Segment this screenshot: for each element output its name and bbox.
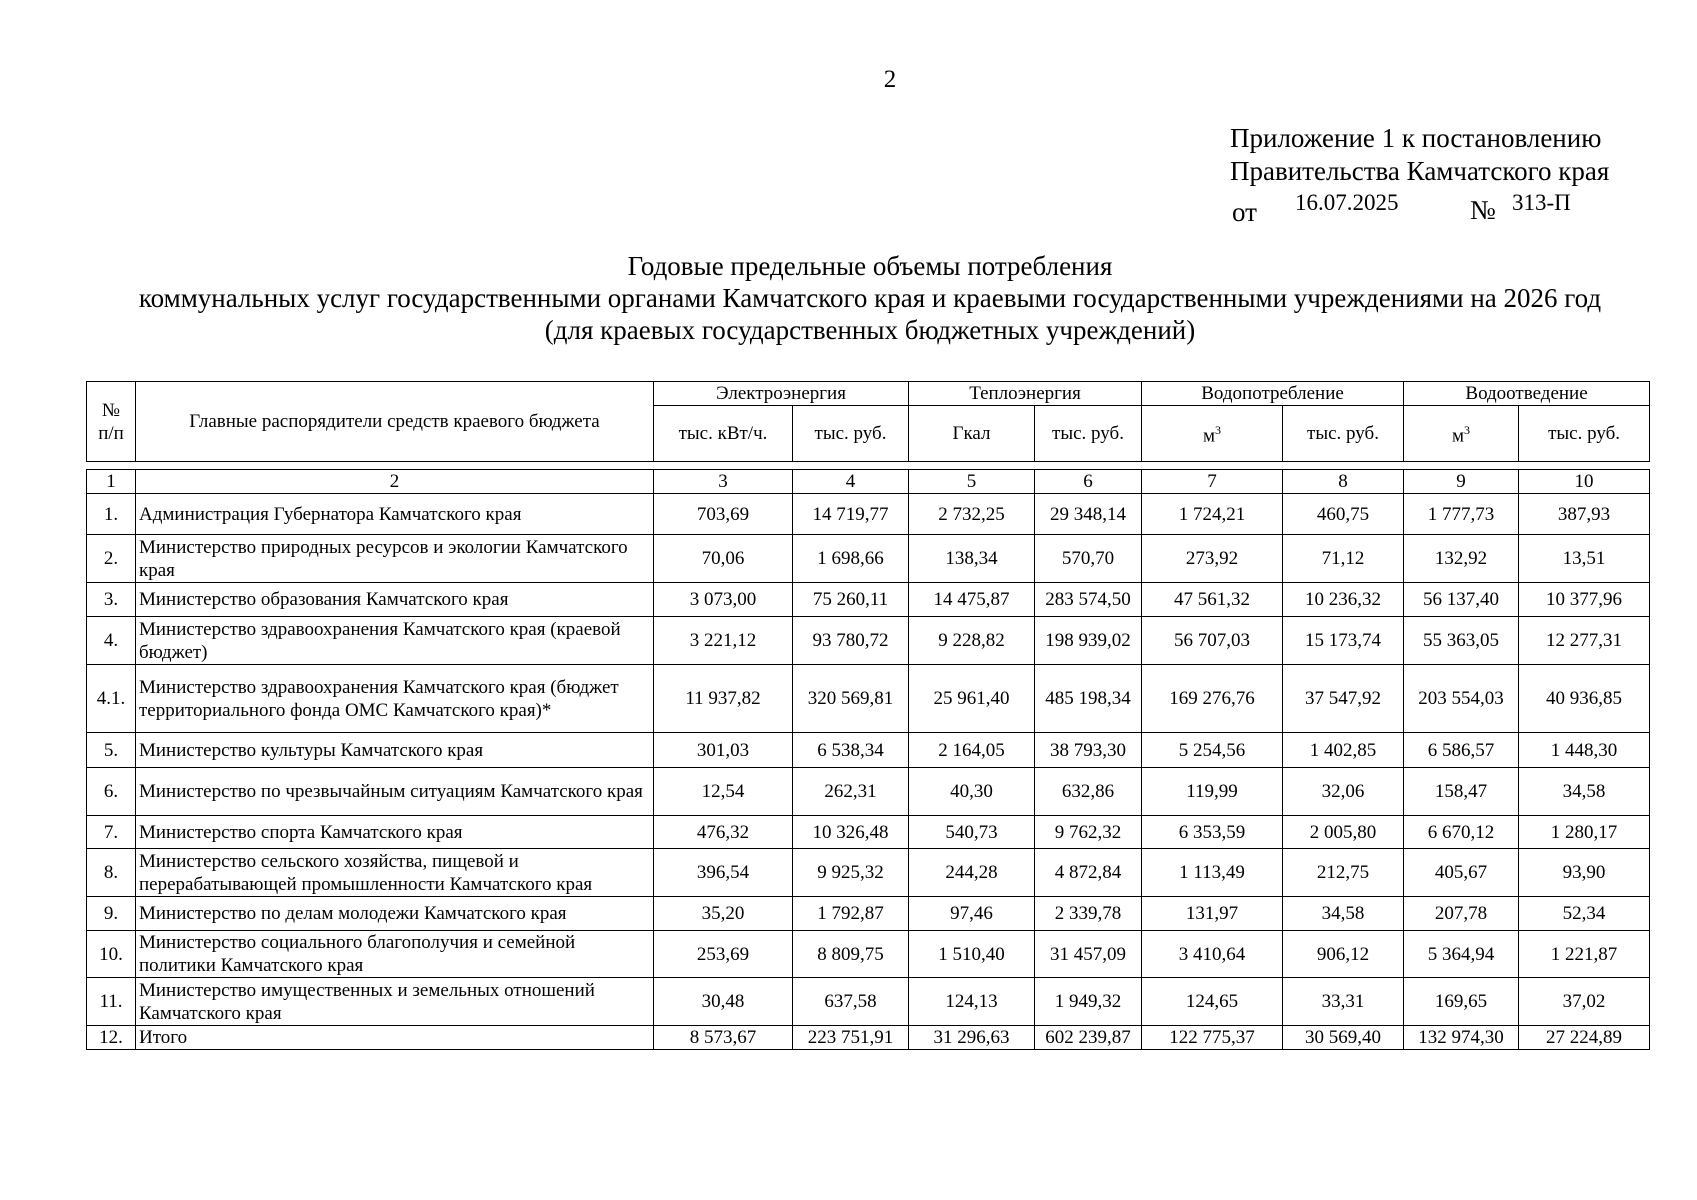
row-name: Администрация Губернатора Камчатского края — [136, 494, 654, 535]
row-value: 34,58 — [1283, 897, 1404, 931]
row-value: 405,67 — [1404, 849, 1519, 897]
row-number: 3. — [87, 583, 136, 617]
header-unit: Гкал — [909, 406, 1035, 462]
row-value: 387,93 — [1519, 494, 1650, 535]
row-number: 6. — [87, 768, 136, 816]
table-row — [87, 665, 1650, 733]
table-row — [87, 583, 1650, 617]
data-table — [86, 469, 1650, 1050]
column-number: 6 — [1035, 470, 1142, 494]
row-name: Министерство здравоохранения Камчатского края (краевой бюджет) — [136, 617, 654, 665]
header-unit: тыс. руб. — [1283, 406, 1404, 462]
appendix-line-2: Правительства Камчатского края — [1230, 156, 1610, 186]
row-value: 6 538,34 — [793, 733, 909, 768]
title-line-2: коммунальных услуг государственными органами Камчатского края и краевыми государственными учреждениями на 2026 год — [138, 283, 1602, 313]
row-name: Министерство по чрезвычайным ситуациям Камчатского края — [136, 768, 654, 816]
row-name: Министерство спорта Камчатского края — [136, 816, 654, 849]
row-value: 131,97 — [1142, 897, 1283, 931]
row-value: 13,51 — [1519, 535, 1650, 583]
table-row — [87, 931, 1650, 978]
row-value: 540,73 — [909, 816, 1035, 849]
row-value: 56 137,40 — [1404, 583, 1519, 617]
row-value: 2 005,80 — [1283, 816, 1404, 849]
appendix-decree-line — [1230, 188, 1609, 227]
column-number: 5 — [909, 470, 1035, 494]
row-value: 570,70 — [1035, 535, 1142, 583]
document-title — [0, 250, 1697, 346]
row-value: 31 296,63 — [909, 1026, 1035, 1050]
appendix-from-label: от — [1232, 197, 1257, 227]
row-value: 124,13 — [909, 978, 1035, 1026]
row-value: 703,69 — [654, 494, 793, 535]
row-value: 6 670,12 — [1404, 816, 1519, 849]
header-unit: тыс. руб. — [1035, 406, 1142, 462]
row-value: 1 724,21 — [1142, 494, 1283, 535]
appendix-block — [1230, 122, 1610, 227]
row-value: 27 224,89 — [1519, 1026, 1650, 1050]
column-number: 4 — [793, 470, 909, 494]
table-row — [87, 849, 1650, 897]
row-value: 29 348,14 — [1035, 494, 1142, 535]
row-value: 138,34 — [909, 535, 1035, 583]
row-name: Министерство здравоохранения Камчатского края (бюджет территориального фонда ОМС Камчатского края)* — [136, 665, 654, 733]
row-value: 198 939,02 — [1035, 617, 1142, 665]
row-value: 9 228,82 — [909, 617, 1035, 665]
row-value: 1 777,73 — [1404, 494, 1519, 535]
row-number: 1. — [87, 494, 136, 535]
row-value: 637,58 — [793, 978, 909, 1026]
row-value: 158,47 — [1404, 768, 1519, 816]
row-value: 396,54 — [654, 849, 793, 897]
row-value: 12 277,31 — [1519, 617, 1650, 665]
row-value: 47 561,32 — [1142, 583, 1283, 617]
row-name: Министерство образования Камчатского края — [136, 583, 654, 617]
title-line-1: Годовые предельные объемы потребления — [627, 251, 1113, 281]
row-value: 10 377,96 — [1519, 583, 1650, 617]
table-row — [87, 897, 1650, 931]
row-value: 9 925,32 — [793, 849, 909, 897]
appendix-date: 16.07.2025 — [1295, 190, 1399, 215]
row-value: 1 113,49 — [1142, 849, 1283, 897]
row-name: Министерство по делам молодежи Камчатского края — [136, 897, 654, 931]
row-number: 9. — [87, 897, 136, 931]
row-value: 14 475,87 — [909, 583, 1035, 617]
unit-superscript: 3 — [1464, 423, 1471, 438]
row-value: 1 221,87 — [1519, 931, 1650, 978]
row-name: Министерство культуры Камчатского края — [136, 733, 654, 768]
row-value: 283 574,50 — [1035, 583, 1142, 617]
row-value: 2 164,05 — [909, 733, 1035, 768]
row-value: 93 780,72 — [793, 617, 909, 665]
row-value: 14 719,77 — [793, 494, 909, 535]
row-value: 132 974,30 — [1404, 1026, 1519, 1050]
header-unit: тыс. руб. — [793, 406, 909, 462]
row-name: Министерство сельского хозяйства, пищевой и перерабатывающей промышленности Камчатского края — [136, 849, 654, 897]
row-value: 30,48 — [654, 978, 793, 1026]
row-value: 15 173,74 — [1283, 617, 1404, 665]
row-number: 4. — [87, 617, 136, 665]
row-value: 1 792,87 — [793, 897, 909, 931]
header-unit-cubic-meters — [1142, 406, 1283, 462]
row-value: 485 198,34 — [1035, 665, 1142, 733]
column-number-row — [87, 470, 1650, 494]
header-unit: тыс. руб. — [1519, 406, 1650, 462]
row-value: 1 280,17 — [1519, 816, 1650, 849]
row-value: 1 698,66 — [793, 535, 909, 583]
row-value: 301,03 — [654, 733, 793, 768]
unit-base: м — [1452, 425, 1465, 447]
row-value: 37 547,92 — [1283, 665, 1404, 733]
row-value: 2 732,25 — [909, 494, 1035, 535]
header-unit: тыс. кВт/ч. — [654, 406, 793, 462]
row-value: 8 573,67 — [654, 1026, 793, 1050]
table-row — [87, 816, 1650, 849]
row-value: 203 554,03 — [1404, 665, 1519, 733]
row-value: 223 751,91 — [793, 1026, 909, 1050]
appendix-line-1: Приложение 1 к постановлению — [1230, 123, 1602, 153]
row-value: 5 254,56 — [1142, 733, 1283, 768]
row-value: 2 339,78 — [1035, 897, 1142, 931]
column-number: 9 — [1404, 470, 1519, 494]
page-number: 2 — [883, 66, 897, 93]
row-value: 9 762,32 — [1035, 816, 1142, 849]
row-value: 253,69 — [654, 931, 793, 978]
row-value: 262,31 — [793, 768, 909, 816]
table-row — [87, 978, 1650, 1026]
appendix-number: 313-П — [1512, 190, 1571, 215]
row-value: 3 221,12 — [654, 617, 793, 665]
row-number: 10. — [87, 931, 136, 978]
row-value: 10 326,48 — [793, 816, 909, 849]
row-value: 33,31 — [1283, 978, 1404, 1026]
row-name: Министерство природных ресурсов и экологии Камчатского края — [136, 535, 654, 583]
row-value: 460,75 — [1283, 494, 1404, 535]
header-unit-cubic-meters — [1404, 406, 1519, 462]
table-row — [87, 494, 1650, 535]
column-number: 3 — [654, 470, 793, 494]
row-value: 124,65 — [1142, 978, 1283, 1026]
row-value: 32,06 — [1283, 768, 1404, 816]
column-number: 7 — [1142, 470, 1283, 494]
table-header — [86, 381, 1650, 462]
row-value: 40 936,85 — [1519, 665, 1650, 733]
row-value: 71,12 — [1283, 535, 1404, 583]
table-row — [87, 768, 1650, 816]
row-value: 31 457,09 — [1035, 931, 1142, 978]
row-name: Итого — [136, 1026, 654, 1050]
unit-base: м — [1203, 425, 1216, 447]
row-value: 119,99 — [1142, 768, 1283, 816]
row-value: 132,92 — [1404, 535, 1519, 583]
row-number: 11. — [87, 978, 136, 1026]
row-number: 7. — [87, 816, 136, 849]
row-value: 52,34 — [1519, 897, 1650, 931]
row-value: 93,90 — [1519, 849, 1650, 897]
row-value: 602 239,87 — [1035, 1026, 1142, 1050]
row-value: 1 402,85 — [1283, 733, 1404, 768]
table-row — [87, 733, 1650, 768]
row-value: 6 586,57 — [1404, 733, 1519, 768]
row-value: 97,46 — [909, 897, 1035, 931]
column-number: 10 — [1519, 470, 1650, 494]
row-number: 12. — [87, 1026, 136, 1050]
row-value: 75 260,11 — [793, 583, 909, 617]
row-value: 906,12 — [1283, 931, 1404, 978]
row-value: 55 363,05 — [1404, 617, 1519, 665]
appendix-number-sign: № — [1470, 195, 1496, 225]
row-value: 10 236,32 — [1283, 583, 1404, 617]
header-group-water-supply: Водопотребление — [1142, 382, 1404, 406]
row-number: 8. — [87, 849, 136, 897]
row-value: 320 569,81 — [793, 665, 909, 733]
column-number: 2 — [136, 470, 654, 494]
row-value: 476,32 — [654, 816, 793, 849]
table-row — [87, 1026, 1650, 1050]
header-no: № п/п — [87, 382, 136, 462]
row-value: 6 353,59 — [1142, 816, 1283, 849]
header-group-electricity: Электроэнергия — [654, 382, 909, 406]
row-value: 35,20 — [654, 897, 793, 931]
row-value: 212,75 — [1283, 849, 1404, 897]
row-value: 12,54 — [654, 768, 793, 816]
row-value: 273,92 — [1142, 535, 1283, 583]
row-number: 5. — [87, 733, 136, 768]
unit-superscript: 3 — [1215, 423, 1222, 438]
row-value: 632,86 — [1035, 768, 1142, 816]
table-row — [87, 535, 1650, 583]
row-value: 169 276,76 — [1142, 665, 1283, 733]
row-value: 34,58 — [1519, 768, 1650, 816]
row-value: 11 937,82 — [654, 665, 793, 733]
row-value: 25 961,40 — [909, 665, 1035, 733]
row-value: 38 793,30 — [1035, 733, 1142, 768]
column-number: 8 — [1283, 470, 1404, 494]
row-value: 169,65 — [1404, 978, 1519, 1026]
row-value: 8 809,75 — [793, 931, 909, 978]
header-name: Главные распорядители средств краевого бюджета — [136, 382, 654, 462]
row-value: 37,02 — [1519, 978, 1650, 1026]
table-row — [87, 617, 1650, 665]
row-value: 3 073,00 — [654, 583, 793, 617]
row-value: 122 775,37 — [1142, 1026, 1283, 1050]
row-value: 207,78 — [1404, 897, 1519, 931]
row-value: 40,30 — [909, 768, 1035, 816]
row-number: 2. — [87, 535, 136, 583]
row-value: 1 510,40 — [909, 931, 1035, 978]
header-group-water-drainage: Водоотведение — [1404, 382, 1650, 406]
row-value: 3 410,64 — [1142, 931, 1283, 978]
row-name: Министерство социального благополучия и семейной политики Камчатского края — [136, 931, 654, 978]
row-value: 244,28 — [909, 849, 1035, 897]
row-value: 5 364,94 — [1404, 931, 1519, 978]
row-number: 4.1. — [87, 665, 136, 733]
row-value: 4 872,84 — [1035, 849, 1142, 897]
row-value: 56 707,03 — [1142, 617, 1283, 665]
title-line-3: (для краевых государственных бюджетных учреждений) — [544, 315, 1196, 345]
row-value: 70,06 — [654, 535, 793, 583]
row-value: 1 448,30 — [1519, 733, 1650, 768]
row-name: Министерство имущественных и земельных отношений Камчатского края — [136, 978, 654, 1026]
column-number: 1 — [87, 470, 136, 494]
header-group-heat: Теплоэнергия — [909, 382, 1142, 406]
row-value: 30 569,40 — [1283, 1026, 1404, 1050]
row-value: 1 949,32 — [1035, 978, 1142, 1026]
